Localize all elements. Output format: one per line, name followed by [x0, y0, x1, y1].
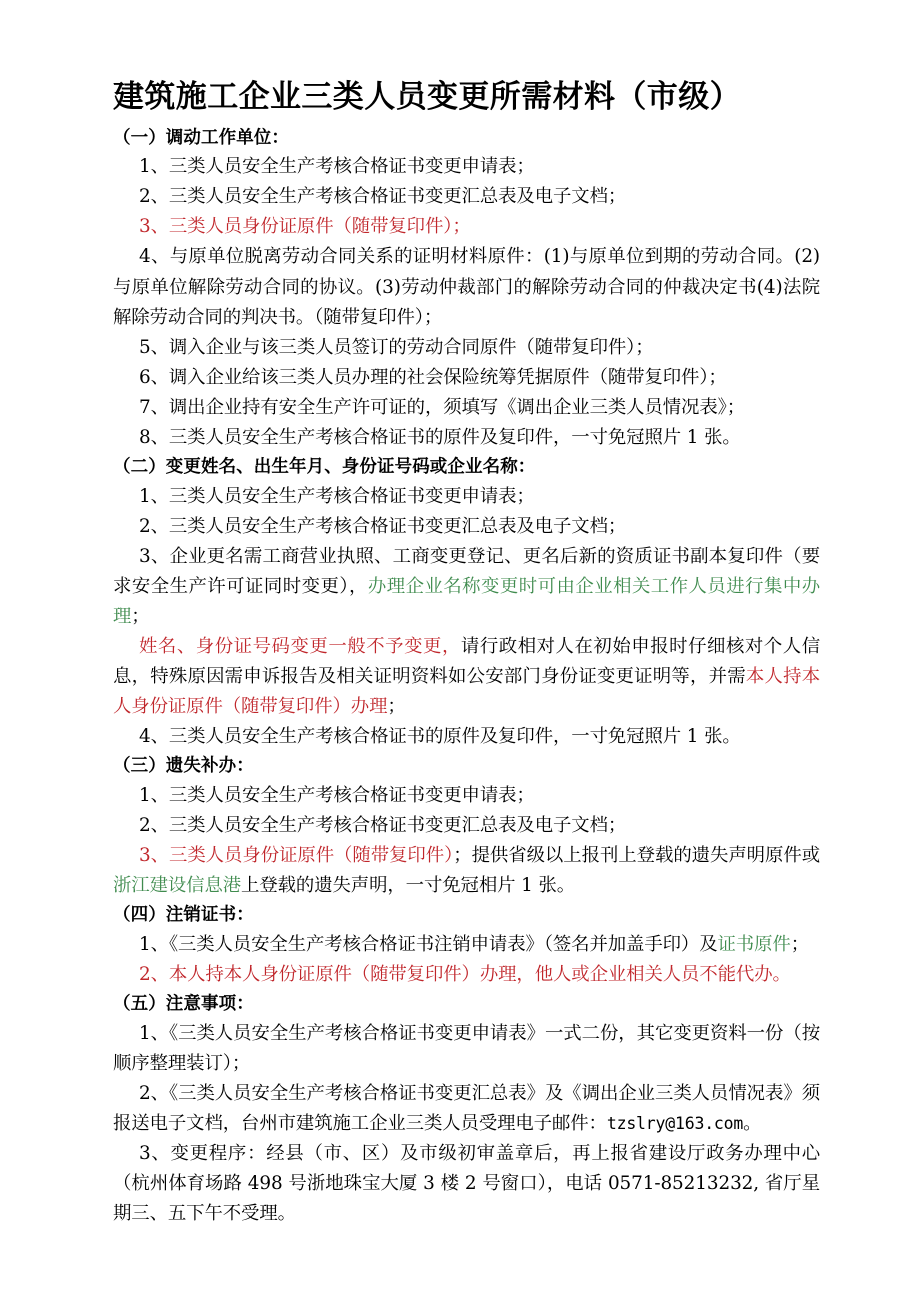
list-item: 1、三类人员安全生产考核合格证书变更申请表；	[139, 156, 535, 178]
section-heading: （一）调动工作单位：	[113, 127, 289, 148]
text-run: tzslry@163.com	[606, 1113, 744, 1133]
list-item	[113, 1079, 820, 1139]
list-item: 8、三类人员安全生产考核合格证书的原件及复印件，一寸免冠照片 1 张。	[139, 427, 741, 449]
text-run: 请行政相对人在初始申报时仔细核对个人信息，特殊原因需申诉报告及相关证明资料如公安部门身份证变更证明等，并需	[113, 636, 820, 688]
list-item: 1、三类人员安全生产考核合格证书变更申请表；	[139, 785, 535, 806]
section-heading: （三）遗失补办：	[113, 756, 254, 777]
list-item	[113, 632, 820, 722]
list-item: 3、三类人员身份证原件（随带复印件）；	[139, 216, 471, 238]
text-run: 上登载的遗失声明，一寸免冠相片 1 张。	[241, 875, 576, 897]
list-item: 1、三类人员安全生产考核合格证书变更申请表；	[139, 485, 535, 507]
text-run: 2、《三类人员安全生产考核合格证书变更汇总表》及《调出企业三类人员情况表》须报送电子文档，台州市建筑施工企业三类人员受理电子邮件：	[113, 1082, 820, 1134]
page-title: 建筑施工企业三类人员变更所需材料（市级）	[113, 79, 741, 115]
list-item: 4、与原单位脱离劳动合同关系的证明材料原件：(1)与原单位到期的劳动合同。(2)与原单位解除劳动合同的协议。(3)劳动仲裁部门的解除劳动合同的仲裁决定书(4)法院解除劳动合同的判决书。（随带复印件）；	[113, 246, 820, 328]
text-run: 本人持本人身份证原件（随带复印件）办理	[113, 666, 820, 718]
text-run: ；	[790, 933, 809, 955]
list-item: 2、三类人员安全生产考核合格证书变更汇总表及电子文档；	[139, 815, 627, 837]
text-run: 3、变更程序：经县（市、区）及市级初审盖章后，再上报省建设厅政务办理中心（杭州体育场路 498 号浙地珠宝大厦 3 楼 2 号窗口），电话 0571-85213232, 省厅星期三、五下午不受理。	[113, 1142, 820, 1225]
section-heading: （四）注销证书：	[113, 905, 254, 926]
list-item	[113, 930, 820, 960]
list-item: 1、《三类人员安全生产考核合格证书变更申请表》一式二份，其它变更资料一份（按顺序整理装订）；	[113, 1022, 820, 1074]
list-item: 4、三类人员安全生产考核合格证书的原件及复印件，一寸免冠照片 1 张。	[139, 726, 741, 748]
list-item: 6、调入企业给该三类人员办理的社会保险统筹凭据原件（随带复印件）；	[139, 366, 727, 388]
section-heading: （五）注意事项：	[113, 994, 254, 1015]
text-run: 3、企业更名需工商营业执照、工商变更登记、更名后新的资质证书副本复印件（要求安全生产许可证同时变更），	[113, 545, 820, 597]
list-item: 2、三类人员安全生产考核合格证书变更汇总表及电子文档；	[139, 186, 627, 208]
list-item: 7、调出企业持有安全生产许可证的，须填写《调出企业三类人员情况表》；	[139, 396, 745, 418]
list-item	[113, 1139, 820, 1229]
text-run: 证书原件	[717, 933, 791, 955]
list-item	[113, 841, 820, 901]
section-heading: （二）变更姓名、出生年月、身份证号码或企业名称：	[113, 457, 536, 478]
text-run: 浙江建设信息港	[113, 875, 242, 897]
text-run: 姓名、身份证号码变更一般不予变更，	[139, 636, 461, 658]
text-run: 1、《三类人员安全生产考核合格证书注销申请表》（签名并加盖手印）及	[139, 933, 718, 955]
text-run: 办理企业名称变更时可由企业相关工作人员进行集中办理	[113, 575, 820, 628]
text-run: ；提供省级以上报刊上登载的遗失声明原件或	[453, 845, 820, 867]
document-body	[113, 124, 820, 1230]
list-item: 5、调入企业与该三类人员签订的劳动合同原件（随带复印件）；	[139, 336, 654, 358]
text-run: ；	[131, 606, 150, 628]
list-item	[113, 542, 820, 632]
text-run: ；	[387, 696, 406, 718]
list-item: 2、三类人员安全生产考核合格证书变更汇总表及电子文档；	[139, 515, 627, 537]
list-item: 2、本人持本人身份证原件（随带复印件）办理，他人或企业相关人员不能代办。	[139, 963, 791, 985]
text-run: 。	[743, 1112, 762, 1134]
text-run: 3、三类人员身份证原件（随带复印件）	[139, 845, 454, 867]
